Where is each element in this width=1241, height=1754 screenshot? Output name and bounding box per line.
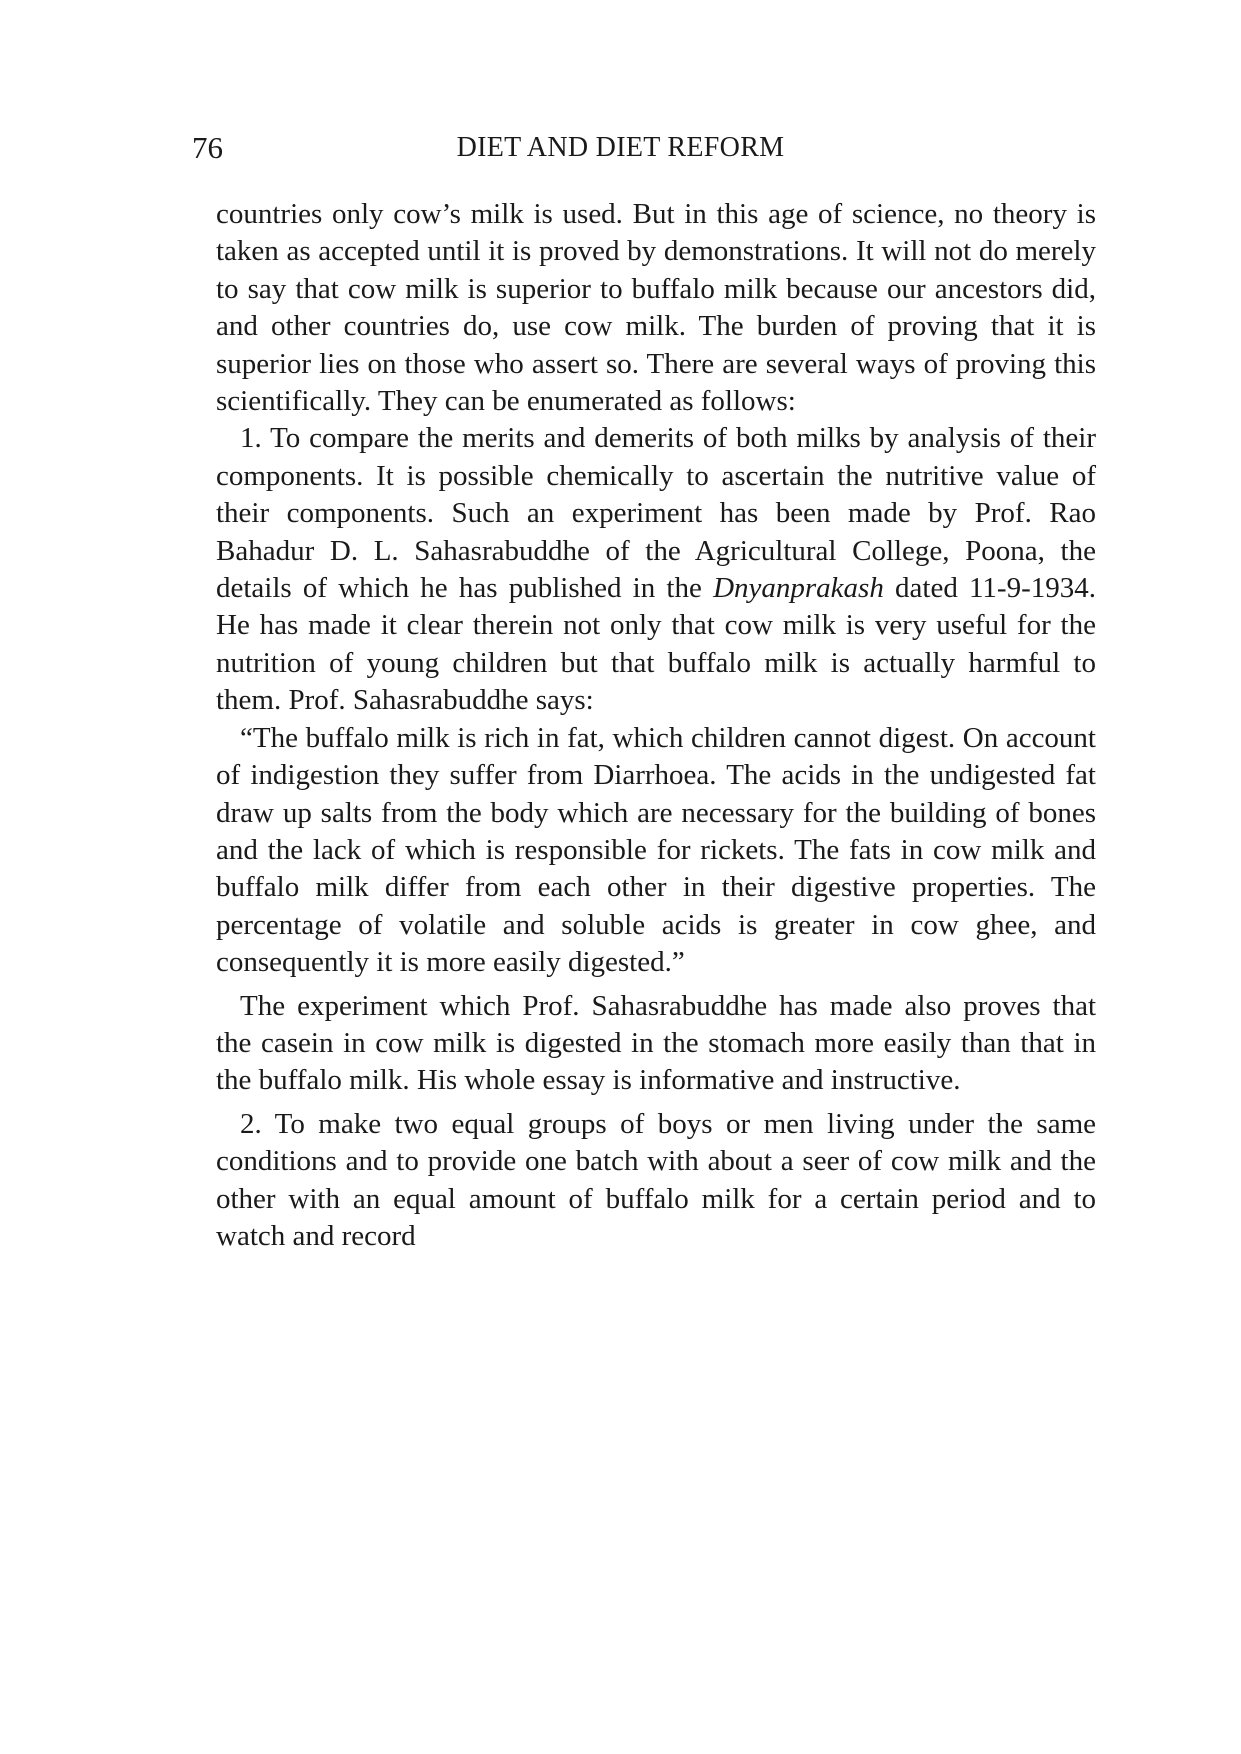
paragraph-2 [216, 420, 1096, 719]
paragraph-5: 2. To make two equal groups of boys or men living under the same conditions and to provide one batch with about a seer of cow milk and the other with an equal amount of buffalo milk for a certain period and to watch and record [216, 1107, 1096, 1252]
body-text [216, 196, 1096, 1255]
paragraph-2-text-start: 1. To compare the merits and demerits of both milks by analysis of their components. It is possible chemically to ascertain the nutritive value of their components. Such an experiment has been made by Prof. Rao Bahadur D. L. Sahasrabuddhe of the Agricultural College, Poona, the details of which he has published in the [216, 422, 1096, 605]
page-number: 76 [192, 130, 223, 165]
page-header [0, 128, 1241, 168]
publication-title: Dnyanprakash [713, 572, 884, 605]
paragraph-1: countries only cow’s milk is used. But in this age of science, no theory is taken as accepted until it is proved by demonstrations. It will not do merely to say that cow milk is superior to buffalo milk because our ancestors did, and other countries do, use cow milk. The burden of proving that it is superior lies on those who assert so. There are several ways of proving this scientifically. They can be enumerated as follows: [216, 198, 1096, 418]
paragraph-4: The experiment which Prof. Sahasrabuddhe has made also proves that the casein in cow milk is digested in the stomach more easily than that in the buffalo milk. His whole essay is informative and instructive. [216, 989, 1096, 1097]
quotation-paragraph: “The buffalo milk is rich in fat, which children cannot digest. On account of indigestion they suffer from Diarrhoea. The acids in the undigested fat draw up salts from the body which are necessary for the building of bones and the lack of which is responsible for rickets. The fats in cow milk and buffalo milk differ from each other in their digestive properties. The percentage of volatile and soluble acids is greater in cow ghee, and consequently it is more easily digested.” [216, 721, 1096, 979]
running-head: DIET AND DIET REFORM [456, 132, 785, 163]
paragraph-2-text-end: dated 11-9-1934. He has made it clear therein not only that cow milk is very useful for the nutrition of young children but that buffalo milk is actually harmful to them. Prof. Sahasrabuddhe says: [216, 572, 1097, 717]
